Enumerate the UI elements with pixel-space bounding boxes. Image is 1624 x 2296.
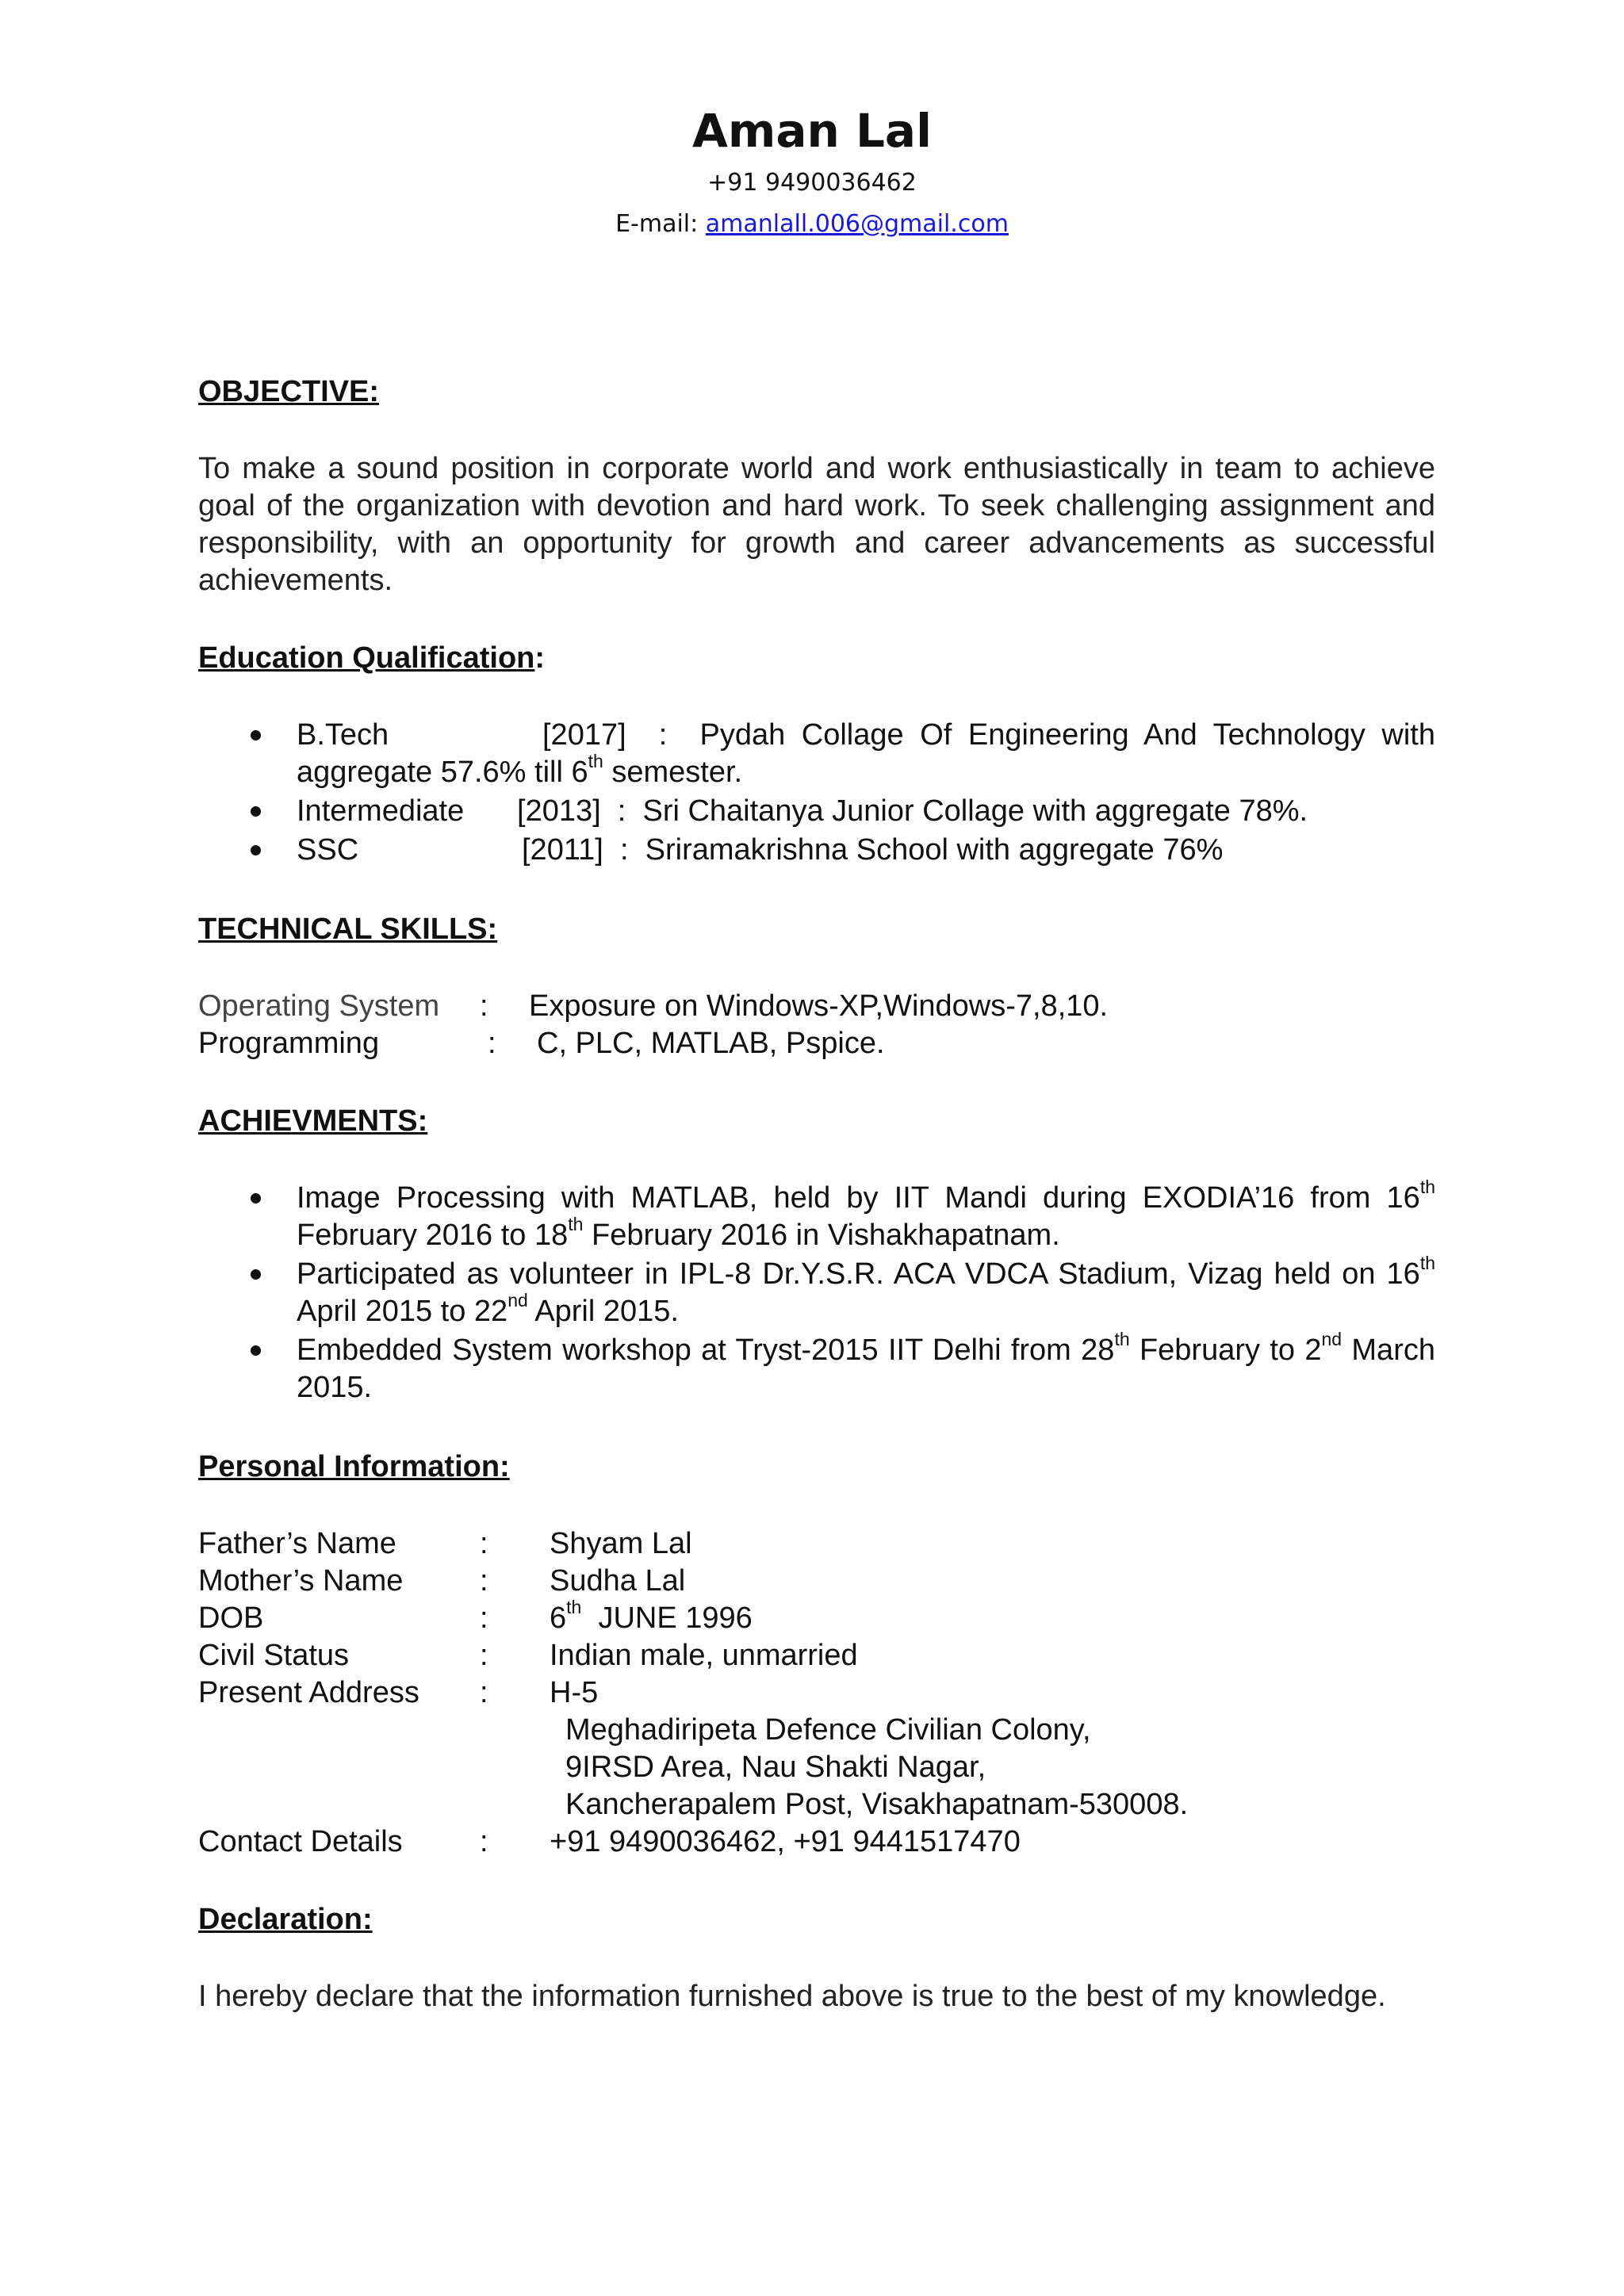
dob-row: DOB : 6th JUNE 1996 — [198, 1597, 753, 1635]
achievement-item: Embedded System workshop at Tryst-2015 IIT Delhi from 28th February to 2nd March 2015. — [198, 1332, 1435, 1406]
bullet-icon — [251, 1269, 261, 1280]
address-line: Meghadiripeta Defence Civilian Colony, — [565, 1713, 1091, 1747]
personal-info-heading: Personal Information: — [198, 1450, 510, 1483]
header-email-line — [0, 204, 1624, 245]
tech-row-os: Operating System : Exposure on Windows-XP,Windows-7,8,10. — [198, 989, 1109, 1023]
candidate-name: Aman Lal — [692, 104, 932, 158]
bullet-icon — [251, 1345, 261, 1356]
civil-status-row: Civil Status : Indian male, unmarried — [198, 1639, 858, 1672]
bullet-icon — [251, 730, 261, 740]
tech-row-programming: Programming : C, PLC, MATLAB, Pspice. — [198, 1027, 885, 1060]
address-line: 9IRSD Area, Nau Shakti Nagar, — [565, 1751, 986, 1784]
education-list — [198, 717, 1435, 869]
declaration-heading: Declaration: — [198, 1903, 373, 1936]
mothers-name-row: Mother’s Name : Sudha Lal — [198, 1564, 686, 1598]
email-label: E-mail: — [615, 210, 699, 238]
education-item-intermediate: Intermediate [2013] : Sri Chaitanya Junior Collage with aggregate 78%. — [198, 793, 1435, 830]
declaration-text: I hereby declare that the information furnished above is true to the best of my knowledge. — [198, 1980, 1386, 2013]
education-item-btech: B.Tech [2017] : Pydah Collage Of Engineering And Technology with aggregate 57.6% till 6th semester. — [198, 717, 1435, 791]
bullet-icon — [251, 845, 261, 855]
header-phone: +91 9490036462 — [707, 169, 917, 197]
bullet-icon — [251, 1193, 261, 1203]
objective-text: To make a sound position in corporate world and work enthusiastically in team to achieve goal of the organization with devotion and hard work. To seek challenging assignment and responsibility, with an opportunity for growth and career advancements as successful achievements. — [198, 452, 1435, 597]
achievements-heading: ACHIEVMENTS: — [198, 1104, 428, 1138]
address-line: Kancherapalem Post, Visakhapatnam-530008. — [565, 1788, 1189, 1821]
resume-content — [198, 373, 1435, 2015]
education-item-ssc: SSC [2011] : Sriramakrishna School with aggregate 76% — [198, 832, 1435, 869]
achievement-item: Participated as volunteer in IPL-8 Dr.Y.S.R. ACA VDCA Stadium, Vizag held on 16th April 2015 to 22nd April 2015. — [198, 1256, 1435, 1330]
contact-details-row: Contact Details : +91 9490036462, +91 9441517470 — [198, 1825, 1021, 1858]
email-link[interactable]: amanlall.006@gmail.com — [705, 210, 1009, 238]
achievement-item: Image Processing with MATLAB, held by IIT Mandi during EXODIA’16 from 16th February 2016 to 18th February 2016 in Vishakhapatnam. — [198, 1180, 1435, 1254]
education-heading: Education Qualification: — [198, 641, 546, 675]
technical-skills-heading: TECHNICAL SKILLS: — [198, 913, 498, 946]
present-address-row: Present Address : H-5 — [198, 1676, 599, 1709]
bullet-icon — [251, 806, 261, 817]
fathers-name-row: Father’s Name : Shyam Lal — [198, 1527, 692, 1560]
objective-heading: OBJECTIVE: — [198, 375, 380, 408]
resume-header — [0, 99, 1624, 245]
achievements-list — [198, 1177, 1435, 1406]
